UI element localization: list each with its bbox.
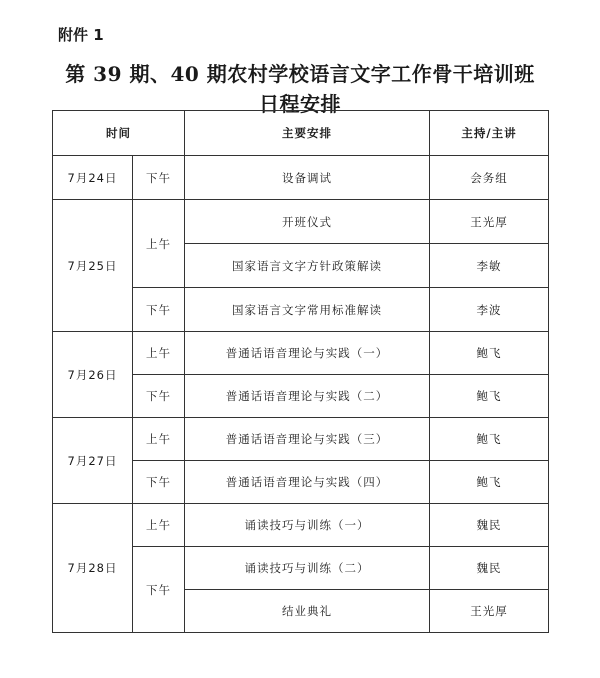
content-cell: 设备调试 [185, 156, 430, 200]
date-cell: 7月27日 [53, 418, 133, 504]
date-cell: 7月26日 [53, 332, 133, 418]
content-cell: 普通话语音理论与实践（四） [185, 461, 430, 504]
host-cell: 李波 [430, 288, 549, 332]
period-cell: 上午 [133, 504, 185, 547]
content-cell: 诵读技巧与训练（一） [185, 504, 430, 547]
content-cell: 普通话语音理论与实践（三） [185, 418, 430, 461]
host-cell: 会务组 [430, 156, 549, 200]
content-cell: 普通话语音理论与实践（一） [185, 332, 430, 375]
date-cell: 7月28日 [53, 504, 133, 633]
host-cell: 魏民 [430, 547, 549, 590]
page-subtitle: 日程安排 [259, 92, 341, 116]
header-main: 主要安排 [185, 111, 430, 156]
attachment-label: 附件 1 [58, 26, 104, 44]
content-cell: 普通话语音理论与实践（二） [185, 375, 430, 418]
schedule-table [52, 110, 549, 633]
page-title: 第 39 期、40 期农村学校语言文字工作骨干培训班 [65, 62, 535, 86]
host-cell: 王光厚 [430, 200, 549, 244]
period-cell: 上午 [133, 332, 185, 375]
period-cell: 下午 [133, 461, 185, 504]
host-cell: 鲍飞 [430, 461, 549, 504]
date-cell: 7月25日 [53, 200, 133, 332]
period-cell: 下午 [133, 547, 185, 633]
host-cell: 鲍飞 [430, 418, 549, 461]
header-host: 主持/主讲 [430, 111, 549, 156]
period-cell: 上午 [133, 418, 185, 461]
content-cell: 结业典礼 [185, 590, 430, 633]
header-row [53, 111, 549, 156]
header-time: 时间 [53, 111, 185, 156]
period-cell: 下午 [133, 288, 185, 332]
table-row [53, 504, 549, 547]
host-cell: 王光厚 [430, 590, 549, 633]
period-cell: 下午 [133, 375, 185, 418]
host-cell: 李敏 [430, 244, 549, 288]
host-cell: 鲍飞 [430, 332, 549, 375]
host-cell: 鲍飞 [430, 375, 549, 418]
table-row [53, 332, 549, 375]
content-cell: 国家语言文字常用标准解读 [185, 288, 430, 332]
table-row [53, 200, 549, 244]
content-cell: 诵读技巧与训练（二） [185, 547, 430, 590]
date-cell: 7月24日 [53, 156, 133, 200]
table-row [53, 156, 549, 200]
period-cell: 下午 [133, 156, 185, 200]
content-cell: 开班仪式 [185, 200, 430, 244]
period-cell: 上午 [133, 200, 185, 288]
content-cell: 国家语言文字方针政策解读 [185, 244, 430, 288]
host-cell: 魏民 [430, 504, 549, 547]
table-row [53, 418, 549, 461]
